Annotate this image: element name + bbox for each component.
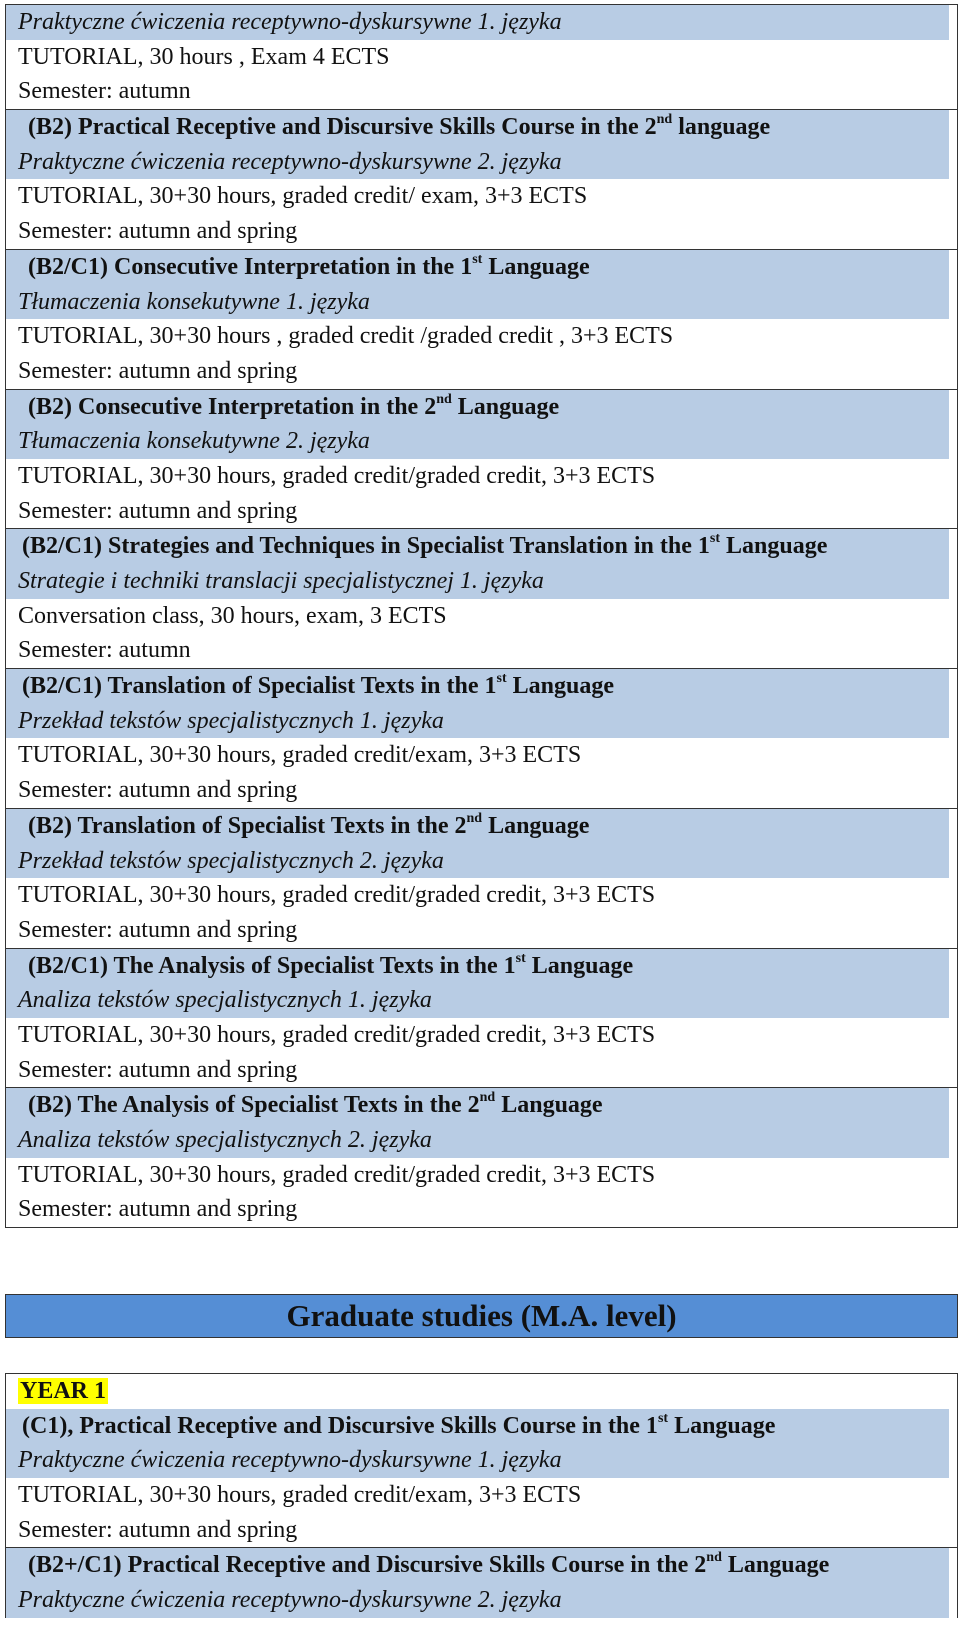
course-entry (6, 109, 957, 249)
course-title: (B2) Practical Receptive and Discursive Skills Course in the 2nd language (6, 110, 949, 145)
course-title: (B2) The Analysis of Specialist Texts in the 2nd Language (6, 1088, 949, 1123)
course-semester: Semester: autumn and spring (18, 1056, 298, 1083)
section-banner-graduate-studies: Graduate studies (M.A. level) (5, 1294, 958, 1338)
course-entry (6, 948, 957, 1088)
course-details: TUTORIAL, 30+30 hours, graded credit/graded credit, 3+3 ECTS (18, 1161, 656, 1188)
course-semester: Semester: autumn and spring (18, 777, 298, 804)
course-polish-title: Praktyczne ćwiczenia receptywno-dyskursywne 1. języka (6, 1443, 949, 1478)
course-entry (6, 249, 957, 389)
course-title: (B2/C1) The Analysis of Specialist Texts in the 1st Language (6, 949, 949, 984)
course-polish-title: Analiza tekstów specjalistycznych 2. języka (6, 1123, 949, 1158)
course-entry (6, 668, 957, 808)
course-semester: Semester: autumn and spring (18, 1196, 298, 1223)
course-entry (6, 1087, 957, 1227)
course-semester: Semester: autumn and spring (18, 1516, 298, 1543)
course-entry (6, 5, 957, 109)
course-entry (6, 808, 957, 948)
course-polish-title: Przekład tekstów specjalistycznych 1. języka (6, 704, 949, 739)
course-details: TUTORIAL, 30+30 hours, graded credit/graded credit, 3+3 ECTS (18, 882, 656, 909)
course-title: (B2) Translation of Specialist Texts in the 2nd Language (6, 809, 949, 844)
course-polish-title: Przekład tekstów specjalistycznych 2. języka (6, 844, 949, 879)
course-details: TUTORIAL, 30+30 hours, graded credit/graded credit, 3+3 ECTS (18, 1021, 656, 1048)
course-table-graduate (5, 1373, 958, 1618)
course-polish-title: Praktyczne ćwiczenia receptywno-dyskursywne 2. języka (6, 145, 949, 180)
course-title: (B2/C1) Translation of Specialist Texts in the 1st Language (6, 669, 949, 704)
year-heading (6, 1374, 957, 1409)
course-entry (6, 389, 957, 529)
course-semester: Semester: autumn and spring (18, 497, 298, 524)
course-title: (B2+/C1) Practical Receptive and Discursive Skills Course in the 2nd Language (6, 1548, 949, 1583)
course-polish-title: Analiza tekstów specjalistycznych 1. języka (6, 983, 949, 1018)
course-polish-title: Praktyczne ćwiczenia receptywno-dyskursywne 2. języka (6, 1583, 949, 1618)
course-title: (B2) Consecutive Interpretation in the 2nd Language (6, 390, 949, 425)
course-semester: Semester: autumn (18, 78, 191, 105)
year-label: YEAR 1 (20, 1378, 107, 1404)
course-semester: Semester: autumn (18, 637, 191, 664)
course-details: TUTORIAL, 30+30 hours, graded credit/graded credit, 3+3 ECTS (18, 462, 656, 489)
course-title: (C1), Practical Receptive and Discursive Skills Course in the 1st Language (6, 1409, 949, 1444)
course-entry (6, 528, 957, 668)
course-details: TUTORIAL, 30+30 hours, graded credit/ exam, 3+3 ECTS (18, 183, 588, 210)
course-semester: Semester: autumn and spring (18, 218, 298, 245)
course-details: TUTORIAL, 30+30 hours , graded credit /graded credit , 3+3 ECTS (18, 323, 674, 350)
course-details: TUTORIAL, 30+30 hours, graded credit/exam, 3+3 ECTS (18, 742, 582, 769)
course-entry (6, 1547, 957, 1617)
course-polish-title: Strategie i techniki translacji specjalistycznej 1. języka (6, 564, 949, 599)
course-polish-title: Praktyczne ćwiczenia receptywno-dyskursywne 1. języka (6, 5, 949, 40)
course-semester: Semester: autumn and spring (18, 916, 298, 943)
course-polish-title: Tłumaczenia konsekutywne 2. języka (6, 424, 949, 459)
course-semester: Semester: autumn and spring (18, 357, 298, 384)
course-entry (6, 1409, 957, 1548)
course-details: TUTORIAL, 30 hours , Exam 4 ECTS (18, 43, 390, 70)
course-polish-title: Tłumaczenia konsekutywne 1. języka (6, 285, 949, 320)
course-table-undergraduate (5, 4, 958, 1228)
course-title: (B2/C1) Strategies and Techniques in Specialist Translation in the 1st Language (6, 529, 949, 564)
course-title: (B2/C1) Consecutive Interpretation in the 1st Language (6, 250, 949, 285)
course-details: TUTORIAL, 30+30 hours, graded credit/exam, 3+3 ECTS (18, 1482, 582, 1509)
course-details: Conversation class, 30 hours, exam, 3 ECTS (18, 602, 447, 629)
